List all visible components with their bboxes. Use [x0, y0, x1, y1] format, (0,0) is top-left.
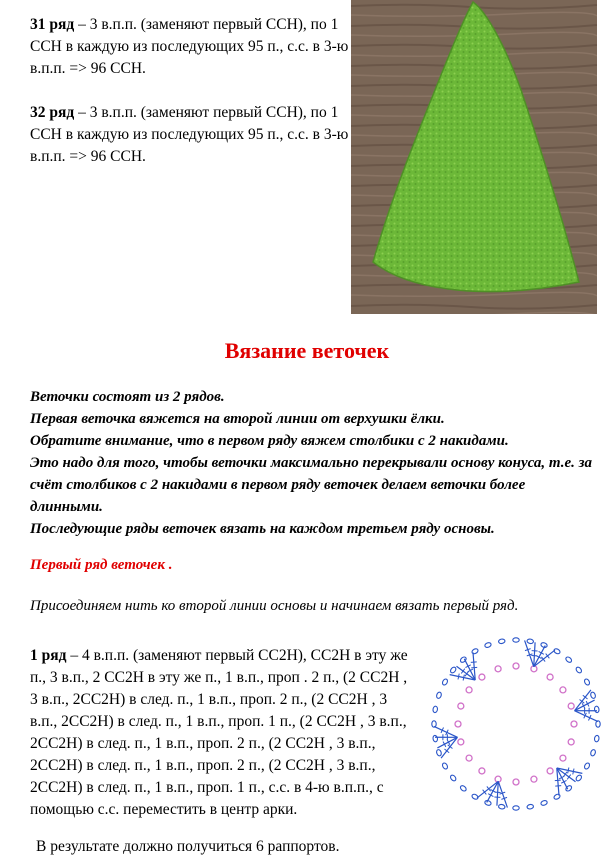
chain-stitch-mark [584, 762, 591, 770]
base-stitch-mark [568, 703, 574, 709]
crochet-chart-svg [428, 632, 603, 817]
chain-stitch-mark [527, 804, 534, 809]
base-stitch-mark [479, 768, 485, 774]
double-treble-stitch [441, 737, 457, 758]
chain-stitch-mark [584, 678, 591, 686]
double-treble-stitch [497, 781, 498, 805]
chain-stitch-mark [596, 721, 600, 727]
chain-stitch-mark [590, 692, 596, 700]
row-32-instruction [30, 102, 360, 168]
chain-stitch-mark [513, 638, 519, 642]
attach-thread-note: Присоединяем нить ко второй линии основы и начинаем вязать первый ряд. [30, 598, 519, 614]
base-stitch-mark [547, 768, 553, 774]
double-treble-stitch [498, 781, 507, 807]
base-stitch-mark [495, 666, 501, 672]
yarn-over-tick [568, 767, 569, 773]
result-note: В результате должно получиться 6 раппортов. [36, 838, 340, 855]
double-treble-fans [434, 640, 598, 807]
row-31-instruction [30, 14, 360, 80]
chain-stitch-mark [540, 800, 548, 806]
double-treble-stitch [534, 642, 535, 666]
chain-stitch-mark [449, 774, 456, 782]
row-1-text: – 4 в.п.п. (заменяют первый СС2Н), СС2Н в эту же п., 3 в.п., 2 СС2Н в эту же п., 1 в.п., проп . 2 п., (2 СС2Н , 3 в.п., 2СС2Н) в след. п., 1 в.п., проп. 2 п., (2 СС2Н , 3 в.п., 2СС2Н) в след. п., 1 в.п., проп. 1 п., (2 СС2Н , 3 в.п., 2СС2Н) в след. п., 1 в.п., проп. 2 п., (2 СС2Н , 3 в.п., 2СС2Н) в след. п., 1 в.п., проп. 2 п., (2 СС2Н , 3 в.п., 2СС2Н) в след. п., 1 в.п., проп. 1 п., с.с. в 4-ю в.п.п., с помощью с.с. переместить в центр арки. [30, 647, 408, 818]
base-stitch-mark [455, 721, 461, 727]
chain-stitch-mark [513, 806, 519, 810]
chain-stitch-mark [594, 735, 599, 742]
row-1-label: 1 ряд [30, 647, 67, 664]
intro-paragraph [30, 386, 600, 540]
base-stitch-mark [568, 739, 574, 745]
yarn-over-tick [463, 675, 464, 681]
base-stitch-mark [560, 687, 566, 693]
chain-stitch-mark [471, 648, 479, 655]
chain-stitch-mark [432, 721, 436, 727]
chain-stitch-mark [565, 656, 573, 663]
double-treble-stitch [434, 726, 457, 737]
double-treble-stitch [525, 640, 534, 666]
double-treble-stitch [575, 690, 591, 711]
intro-line: Веточки состоят из 2 рядов. [30, 389, 225, 405]
yarn-over-tick [573, 769, 574, 775]
base-stitch-mark [479, 674, 485, 680]
chain-stitch-mark [449, 666, 456, 674]
base-stitch-mark [560, 755, 566, 761]
intro-line: Обратите внимание, что в первом ряду вяжем столбики с 2 накидами. [30, 433, 509, 449]
base-stitch-mark [547, 674, 553, 680]
row-32-label: 32 ряд [30, 104, 75, 121]
section-title: Вязание веточек [224, 338, 390, 363]
chain-stitch-mark [575, 774, 582, 782]
chain-stitch-mark [498, 639, 505, 644]
chain-stitch-mark [575, 666, 582, 674]
chain-stitch-mark [484, 642, 492, 648]
base-stitch-mark [513, 663, 519, 669]
intro-line: Это надо для того, чтобы веточки максимально перекрывали основу конуса, т.е. за счёт столбиков с 2 накидами в первом ряду веточек делаем веточки более длинными. [30, 455, 593, 515]
double-treble-stitch [575, 711, 598, 722]
chain-stitch-mark [433, 735, 438, 742]
yarn-over-tick [458, 674, 459, 680]
chain-stitch-mark [590, 749, 596, 757]
chain-stitch-mark [553, 793, 561, 800]
chain-stitch-mark [441, 762, 448, 770]
chain-stitch-mark [527, 639, 534, 644]
chain-stitch-ring [432, 638, 600, 810]
intro-line: Первая веточка вяжется на второй линии от верхушки ёлки. [30, 411, 445, 427]
chain-stitch-mark [436, 749, 442, 757]
yarn-over-tick [461, 669, 465, 674]
base-stitch-mark [571, 721, 577, 727]
base-stitch-mark [458, 739, 464, 745]
chain-stitch-mark [433, 706, 438, 713]
first-row-subheading: Первый ряд веточек . [30, 557, 173, 573]
base-stitch-ring [455, 663, 577, 785]
chain-stitch-mark [498, 804, 505, 809]
chain-stitch-mark [441, 678, 448, 686]
base-stitch-mark [466, 755, 472, 761]
row-31-label: 31 ряд [30, 16, 75, 33]
base-stitch-mark [531, 776, 537, 782]
row-32-text: – 3 в.п.п. (заменяют первый ССН), по 1 ССН в каждую из последующих 95 п., с.с. в 3-ю в.п.п. => 96 ССН. [30, 104, 349, 165]
chain-stitch-mark [436, 692, 442, 700]
row-1-instruction [30, 645, 418, 821]
chain-stitch-mark [594, 706, 599, 713]
row-31-text: – 3 в.п.п. (заменяют первый ССН), по 1 ССН в каждую из последующих 95 п., с.с. в 3-ю в.п.п. => 96 ССН. [30, 16, 349, 77]
crochet-diagram [428, 632, 603, 817]
base-stitch-mark [466, 687, 472, 693]
chain-stitch-mark [459, 785, 467, 792]
yarn-over-tick [567, 775, 571, 780]
base-stitch-mark [513, 779, 519, 785]
double-treble-stitch [477, 781, 498, 798]
base-stitch-mark [458, 703, 464, 709]
cone-photo-image [351, 0, 597, 314]
intro-line: Последующие ряды веточек вязать на каждом третьем ряду основы. [30, 521, 495, 537]
knitted-cone-photo [351, 0, 597, 314]
double-treble-stitch [534, 650, 555, 667]
